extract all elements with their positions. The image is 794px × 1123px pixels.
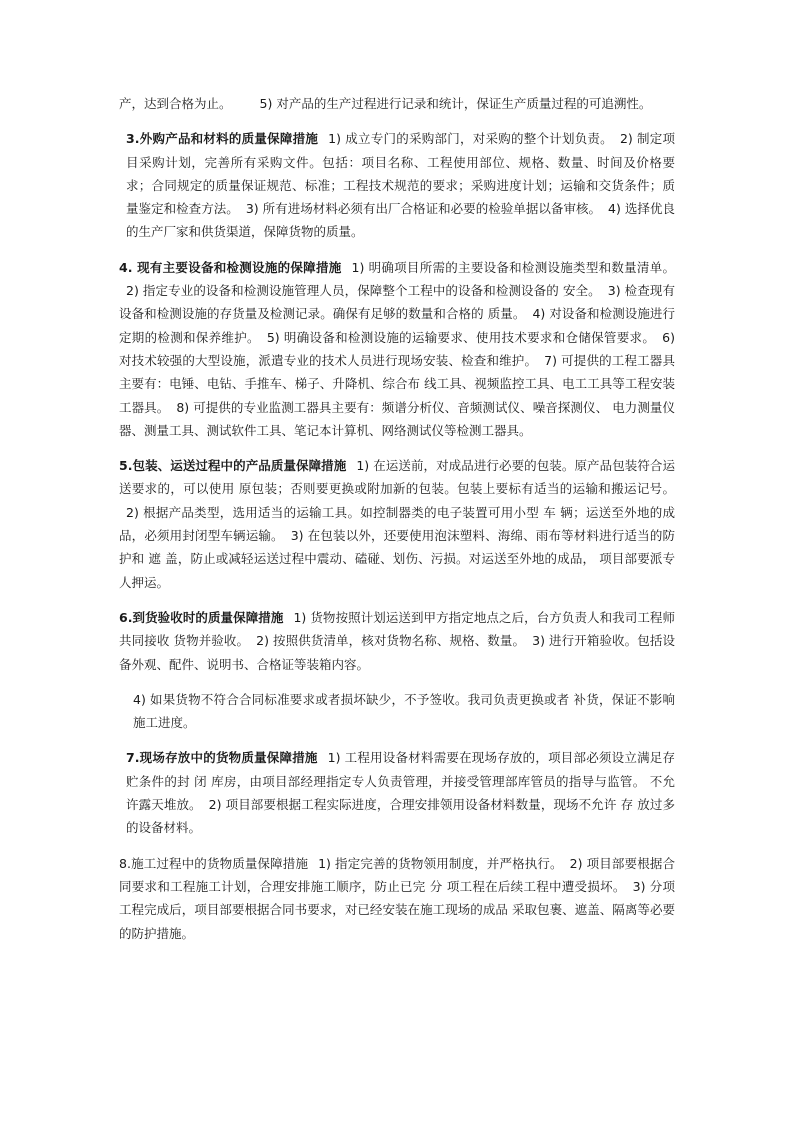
list-item: 1) 货物按照计划运送到甲方指定地点之后，台方负责人和我司工程师共同接收 货物并验收。 (119, 609, 675, 649)
list-item: 2) 项目部要根据工程实际进度，合理安排领用设备材料数量，现场不允许 存 放过多的设备材料。 (126, 797, 675, 836)
list-item: 2) 指定专业的设备和检测设施管理人员，保障整个工程中的设备和检测设备的 安全。 (126, 283, 601, 299)
list-item: 5) 明确设备和检测设施的运输要求、使用技术要求和仓储保管要求。 (266, 329, 656, 345)
paragraph-intro (119, 92, 675, 115)
section-7 (119, 746, 675, 839)
list-item: 2) 项目部要根据合同要求和工程施工计划，合理安排施工顺序，防止已完 分 项工程在后续工程中遭受损坏。 (119, 855, 675, 894)
list-item: 5) 对产品的生产过程进行记录和统计，保证生产质量过程的可追溯性。 (259, 96, 652, 111)
list-item: 6) 对技术较强的大型设施，派遣专业的技术人员进行现场安装、检查和维护。 (119, 329, 675, 368)
list-item: 2) 制定项目采购计划，完善所有采购文件。包括：项目名称、工程使用部位、规格、数量、时间及价格要求；合同规定的质量保证规范、标准；工程技术规范的要求；采购进度计划；运输和交货条件；质量鉴定和检查方法。 (126, 131, 675, 217)
list-item: 1) 明确项目所需的主要设备和检测设施类型和数量清单。 (351, 259, 675, 275)
list-item: 4) 选择优良的生产厂家和供货渠道，保障货物的质量。 (126, 201, 675, 240)
list-item: 1) 在运送前，对成品进行必要的包装。原产品包装符合运送要求的，可以使用 原包装；否则要更换或附加新的包装。包装上要标有适当的运输和搬运记号。 (119, 458, 675, 497)
list-item: 2) 根据产品类型，选用适当的运输工具。如控制器类的电子装置可用小型 车 辆；运送至外地的成品，必须用封闭型车辆运输。 (119, 504, 675, 544)
list-item: 2) 按照供货清单，核对货物名称、规格、数量。 (256, 633, 526, 649)
list-item: 产，达到合格为止。 (119, 96, 232, 111)
section-heading: 6.到货验收时的质量保障措施 (119, 609, 284, 625)
section-6-continued (119, 688, 675, 735)
section-heading: 8.施工过程中的货物质量保障措施 (119, 855, 309, 871)
section-4 (119, 256, 675, 442)
section-heading: 4. 现有主要设备和检测设施的保障措施 (119, 259, 342, 275)
list-item: 3) 所有进场材料必须有出厂合格证和必要的检验单据以备审核。 (245, 201, 602, 217)
list-item: 1) 指定完善的货物领用制度，并严格执行。 (318, 855, 563, 871)
section-3 (119, 127, 675, 243)
section-heading: 5.包装、运送过程中的产品质量保障措施 (119, 458, 347, 474)
section-5 (119, 454, 675, 594)
list-item: 8) 可提供的专业监测工器具主要有：频谱分析仪、音频测试仪、噪音探测仪、 电力测量仪器、测量工具、测试软件工具、笔记本计算机、网络测试仪等检测工器具。 (119, 399, 675, 438)
section-8 (119, 852, 675, 945)
list-item: 3) 检查现有设备和检测设施的存货量及检测记录。确保有足够的数量和合格的 质量。 (119, 283, 675, 322)
list-item: 4) 对设备和检测设施进行定期的检测和保养维护。 (119, 306, 675, 345)
list-item: 3) 进行开箱验收。包括设备外观、配件、说明书、合格证等装箱内容。 (119, 633, 675, 672)
section-6 (119, 606, 675, 676)
document-body (119, 92, 675, 957)
list-item: 7) 可提供的工程工器具主要有：电锤、电钻、手推车、梯子、升降机、综合布 线工具、视频监控工具、电工工具等工程安装工器具。 (119, 352, 675, 415)
section-heading: 3.外购产品和材料的质量保障措施 (126, 131, 319, 147)
section-heading: 7.现场存放中的货物质量保障措施 (126, 750, 318, 766)
list-item: 1) 成立专门的采购部门，对采购的整个计划负责。 (328, 131, 613, 147)
list-item: 3) 在包装以外，还要使用泡沫塑料、海绵、雨布等材料进行适当的防护和 遮 盖，防止或减轻运送过程中震动、磕碰、划伤、污损。对运送至外地的成品， 项目部要派专人押运。 (119, 528, 675, 590)
list-item: 1) 工程用设备材料需要在现场存放的，项目部必须设立满足存贮条件的封 闭 库房，由项目部经理指定专人负责管理，并接受管理部库管员的指导与监管。 不允许露天堆放。 (126, 750, 675, 813)
list-item: 3) 分项工程完成后，项目部要根据合同书要求，对已经安装在施工现场的成品 采取包裹、遮盖、隔离等必要的防护措施。 (119, 878, 675, 941)
list-item: 4) 如果货物不符合合同标准要求或者损坏缺少，不予签收。我司负责更换或者 补货，保证不影响施工进度。 (133, 691, 675, 731)
